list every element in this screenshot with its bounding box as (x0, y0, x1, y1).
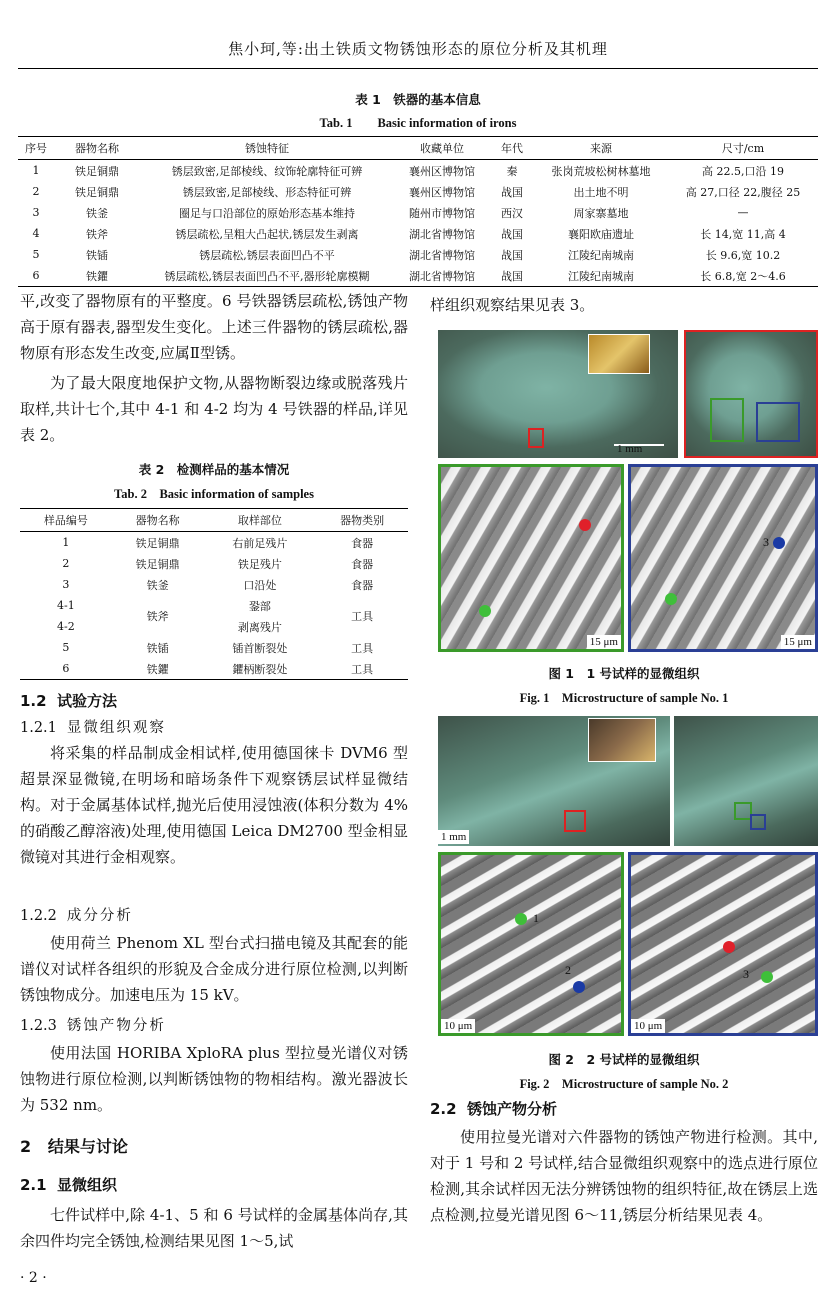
figure1-sem-panel-a (438, 464, 624, 652)
table-cell: 4 (32, 227, 40, 240)
table-cell: 3 (62, 578, 70, 591)
table2-header: 取样部位 (203, 509, 316, 532)
table-cell: 襄州区博物馆 (409, 185, 475, 199)
section-title: 显微组织 (57, 1176, 118, 1194)
table-row (18, 202, 818, 223)
table1 (18, 136, 818, 287)
table-cell: 4-1 (57, 599, 75, 612)
table1-header: 序号 (18, 137, 54, 160)
table-cell: 2 (62, 557, 70, 570)
table-cell: 铁釜 (146, 578, 169, 592)
table-cell: 高 22.5,口沿 19 (702, 164, 784, 178)
table1-caption-cn: 表 1 铁器的基本信息 (355, 92, 481, 107)
table-cell: 铁足铜鼎 (75, 164, 119, 178)
scale-label: 15 μm (781, 635, 815, 649)
table-cell: 铁足铜鼎 (75, 185, 119, 199)
table-cell: 锈层致密,足部棱线、形态特征可辨 (182, 185, 352, 199)
table-cell: — (737, 206, 749, 219)
table-cell: 张岗荒坡松树林墓地 (551, 164, 651, 178)
figure1-caption-en: Fig. 1 Microstructure of sample No. 1 (519, 691, 729, 705)
section-title: 锈蚀产物分析 (467, 1100, 558, 1118)
table-row (20, 532, 408, 554)
table-cell: 战国 (501, 248, 523, 262)
table-cell: 铁锸 (146, 641, 169, 655)
section-title: 试验方法 (57, 692, 118, 710)
scale-label: 1 mm (438, 830, 469, 844)
sample-photo-inset (588, 334, 650, 374)
subsection-heading-1-2-3 (20, 1014, 166, 1035)
running-header: 焦小珂,等:出土铁质文物锈蚀形态的原位分析及其机理 (228, 40, 608, 58)
subsection-number: 1.2.2 (20, 908, 57, 924)
green-marker (665, 593, 677, 605)
section-title: 结果与讨论 (47, 1137, 128, 1156)
table-cell: 铁足残片 (237, 557, 282, 571)
table-cell: 铁釜 (86, 206, 108, 220)
table-cell: 锈层致密,足部棱线、纹饰轮廓特征可辨 (171, 164, 363, 178)
zoom-box-green (710, 398, 744, 442)
table-cell: 湖北省博物馆 (409, 227, 475, 241)
table-cell: 2 (32, 185, 40, 198)
table-cell: 长 6.8,宽 2～4.6 (668, 265, 818, 287)
section-number: 2.1 (20, 1176, 47, 1194)
red-marker (723, 941, 735, 953)
table-cell: 铁斧 (86, 227, 108, 241)
table-cell: 食器 (351, 536, 374, 550)
table-row (20, 637, 408, 658)
figure1-caption-cn: 图 1 1 号试样的显微组织 (548, 666, 700, 681)
table-row (20, 574, 408, 595)
table-cell: 食器 (351, 578, 374, 592)
subsection-title: 锈蚀产物分析 (66, 1018, 166, 1034)
table-cell: 锸首断裂处 (232, 641, 288, 655)
red-marker (579, 519, 591, 531)
table-cell: 铁足铜鼎 (135, 536, 180, 550)
paragraph: 使用荷兰 Phenom XL 型台式扫描电镜及其配套的能谱仪对试样各组织的形貌及合金成分进行原位检测,以判断锈蚀物成分。加速电压为 15 kV。 (20, 934, 408, 1004)
figure2-caption-cn: 图 2 2 号试样的显微组织 (548, 1052, 700, 1067)
table-cell: 食器 (351, 557, 374, 571)
table1-header: 来源 (534, 137, 668, 160)
table2-header: 器物类别 (316, 509, 408, 532)
table2-header: 器物名称 (112, 509, 204, 532)
figure1-optical-overview (438, 330, 678, 458)
table-cell: 铁斧 (146, 610, 169, 623)
paragraph: 七件试样中,除 4-1、5 和 6 号试样的金属基体尚存,其余四件均完全锈蚀,检测结果见图 1～5,试 (20, 1206, 408, 1250)
section-heading-1-2 (20, 690, 117, 711)
green-marker (515, 913, 527, 925)
blue-marker (573, 981, 585, 993)
table-row (18, 265, 818, 287)
point-label: 3 (743, 967, 749, 981)
table-cell: 战国 (501, 227, 523, 241)
table-cell: 锈层疏松,呈粗大凸起状,锈层发生剥离 (175, 227, 359, 241)
table2-caption-cn: 表 2 检测样品的基本情况 (138, 462, 290, 477)
table-row (18, 223, 818, 244)
table-cell: 高 27,口径 22,腹径 25 (685, 185, 801, 199)
figure2-optical-overview (438, 716, 670, 846)
point-label: 1 (533, 911, 539, 925)
paragraph: 使用拉曼光谱对六件器物的锈蚀产物进行检测。其中,对于 1 号和 2 号试样,结合显微组织观察中的选点进行原位检测,其余试样因无法分辨锈蚀物的组织特征,故在锈层上选点检测,拉曼光谱见图 6～11,锈层分析结果见表 4。 (430, 1128, 818, 1224)
figure2-sem-panel-b (628, 852, 818, 1036)
header-rule (18, 68, 818, 69)
figure2-zoom-panel (674, 716, 818, 846)
section-number: 2 (20, 1137, 32, 1156)
table1-header: 收藏单位 (394, 137, 490, 160)
table-cell: 长 14,宽 11,高 4 (700, 227, 786, 241)
subsection-heading-1-2-1 (20, 716, 166, 737)
table-cell: 右前足残片 (232, 536, 288, 550)
table-cell: 西汉 (501, 206, 523, 220)
table-cell: 1 (62, 536, 70, 549)
table-cell: 1 (32, 164, 40, 177)
subsection-heading-1-2-2 (20, 904, 133, 925)
paragraph: 使用法国 HORIBA XploRA plus 型拉曼光谱仪对锈蚀物进行原位检测,以判断锈蚀物的物相结构。激光器波长为 532 nm。 (20, 1044, 408, 1114)
scale-label: 1 mm (617, 443, 643, 455)
table-cell: 5 (62, 641, 70, 654)
green-marker (761, 971, 773, 983)
table2-caption-en: Tab. 2 Basic information of samples (114, 487, 314, 501)
subsection-number: 1.2.3 (20, 1018, 57, 1034)
table1-caption-en: Tab. 1 Basic information of irons (319, 116, 517, 130)
zoom-box (528, 428, 544, 448)
table-cell: 秦 (506, 164, 518, 178)
table2 (20, 508, 408, 680)
table-cell: 湖北省博物馆 (394, 265, 490, 287)
green-marker (479, 605, 491, 617)
paragraph: 为了最大限度地保护文物,从器物断裂边缘或脱落残片取样,共计七个,其中 4-1 和 4-2 均为 4 号铁器的样品,详见表 2。 (20, 374, 408, 444)
table-row (20, 595, 408, 616)
scale-label: 15 μm (587, 635, 621, 649)
table1-header: 锈蚀特征 (140, 137, 394, 160)
table-cell: 随州市博物馆 (409, 206, 475, 220)
scale-label: 10 μm (441, 1019, 475, 1033)
table-cell: 铁鑺 (54, 265, 140, 287)
subsection-title: 成分分析 (66, 908, 133, 924)
figure2-caption-en: Fig. 2 Microstructure of sample No. 2 (519, 1077, 729, 1091)
table-cell: 工具 (351, 641, 374, 655)
table-cell: 湖北省博物馆 (409, 248, 475, 262)
point-label: 2 (565, 963, 571, 977)
table-cell: 襄阳欧庙遗址 (568, 227, 634, 241)
table1-header: 尺寸/cm (668, 137, 818, 160)
scale-label: 10 μm (631, 1019, 665, 1033)
table2-header: 样品编号 (20, 509, 112, 532)
zoom-box-blue (756, 402, 800, 442)
table1-header: 器物名称 (54, 137, 140, 160)
table-row (18, 244, 818, 265)
table-row (18, 160, 818, 182)
point-label: 3 (763, 535, 769, 549)
section-heading-2-1 (20, 1174, 117, 1195)
table-cell: 战国 (501, 185, 523, 199)
table-cell: 鑺柄断裂处 (203, 658, 316, 680)
table2-header-row (20, 509, 408, 532)
table-cell: 铁鑺 (112, 658, 204, 680)
table-cell: 工具 (351, 610, 374, 623)
table-cell: 剥离残片 (237, 620, 282, 634)
page-number: · 2 · (20, 1270, 47, 1286)
table-cell: 战国 (490, 265, 534, 287)
blue-marker (773, 537, 785, 549)
table-cell: 銎部 (248, 599, 271, 613)
section-number: 1.2 (20, 692, 47, 710)
section-heading-2 (20, 1134, 128, 1157)
section-heading-2-2 (430, 1098, 557, 1119)
section-number: 2.2 (430, 1100, 457, 1118)
table-cell: 6 (20, 658, 112, 680)
figure2-sem-panel-a (438, 852, 624, 1036)
paragraph: 将采集的样品制成金相试样,使用德国徕卡 DVM6 型超景深显微镜,在明场和暗场条件下观察锈层试样显微结构。对于金属基体试样,抛光后使用浸蚀液(体积分数为 4%的硝酸乙醇溶液)处理,使用德国 Leica DM2700 型金相显微镜对其进行金相观察。 (20, 744, 408, 866)
table-cell: 工具 (316, 658, 408, 680)
table-cell: 4-2 (57, 620, 75, 633)
zoom-box-blue (750, 814, 766, 830)
zoom-box (564, 810, 586, 832)
table-cell: 5 (32, 248, 40, 261)
table-cell: 江陵纪南城南 (534, 265, 668, 287)
figure1-sem-panel-b (628, 464, 818, 652)
sample-photo-inset (588, 718, 656, 762)
table1-header: 年代 (490, 137, 534, 160)
table-cell: 襄州区博物馆 (409, 164, 475, 178)
table1-header-row (18, 137, 818, 160)
figure1-zoom-panel (684, 330, 818, 458)
table-cell: 圈足与口沿部位的原始形态基本维持 (179, 206, 355, 220)
table-cell: 铁锸 (86, 248, 108, 262)
table-cell: 长 9.6,宽 10.2 (705, 248, 781, 262)
table-cell: 6 (18, 265, 54, 287)
paragraph: 平,改变了器物原有的平整度。6 号铁器锈层疏松,锈蚀产物高于原有器表,器型发生变化。上述三件器物的锈层疏松,器物原有形态发生改变,应属Ⅱ型锈。 (20, 292, 408, 362)
paragraph: 样组织观察结果见表 3。 (430, 296, 595, 314)
table-cell: 出土地不明 (573, 185, 629, 199)
table-cell: 口沿处 (243, 578, 277, 592)
table-cell: 3 (32, 206, 40, 219)
table-cell: 锈层疏松,锈层表面凹凸不平,器形轮廓模糊 (140, 265, 394, 287)
table-cell: 铁足铜鼎 (135, 557, 180, 571)
table-cell: 锈层疏松,锈层表面凹凸不平 (199, 248, 335, 262)
table-row (20, 658, 408, 680)
subsection-title: 显微组织观察 (66, 720, 166, 736)
table-row (20, 553, 408, 574)
table-cell: 周家寨墓地 (573, 206, 629, 220)
subsection-number: 1.2.1 (20, 720, 57, 736)
table-row (18, 181, 818, 202)
table-cell: 江陵纪南城南 (568, 248, 634, 262)
